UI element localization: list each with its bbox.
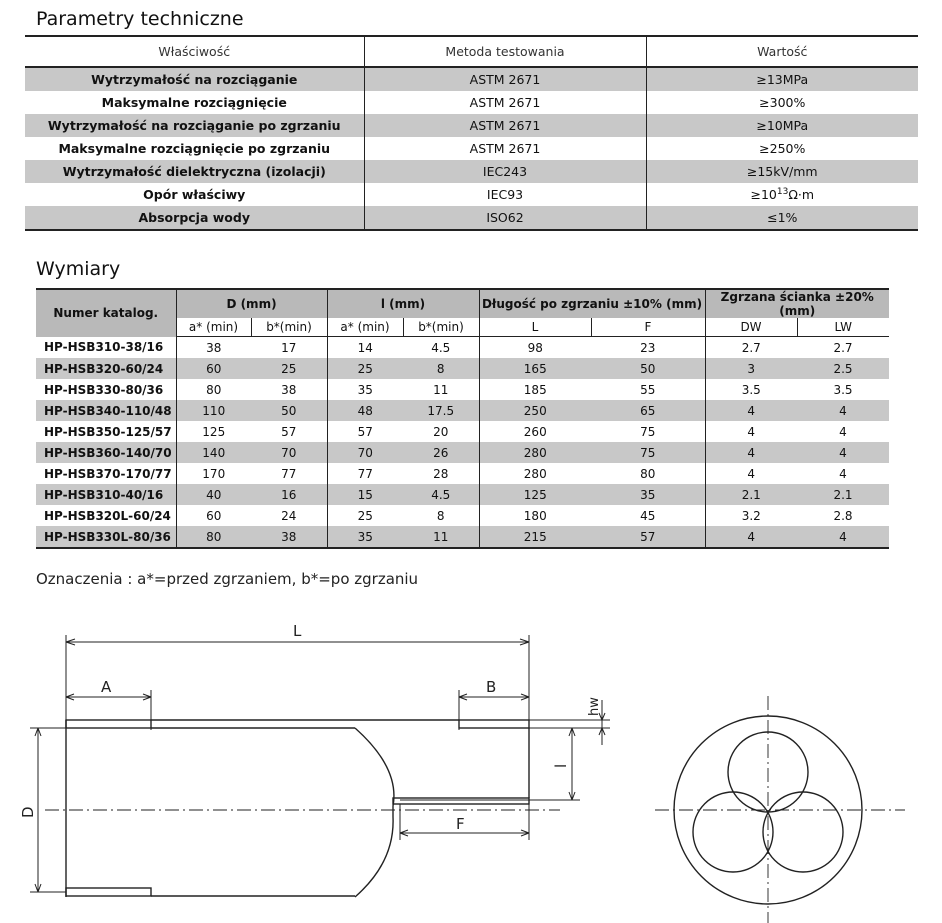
label-A: A bbox=[101, 678, 112, 696]
prop-cell: Absorpcja wody bbox=[25, 206, 364, 230]
end-cap-band bbox=[459, 720, 529, 728]
table-row bbox=[25, 67, 918, 91]
prop-cell: Maksymalne rozciągnięcie bbox=[25, 91, 364, 114]
shoulder-curve-lower bbox=[355, 817, 393, 897]
col-header-value: Wartość bbox=[646, 36, 918, 67]
catalog-cell: HP-HSB370-170/77 bbox=[36, 463, 176, 484]
value-cell: 125 bbox=[202, 424, 226, 439]
sub-header: b*(min) bbox=[403, 318, 479, 337]
value-cell: 110 bbox=[176, 400, 251, 421]
value-cell: 2.7 bbox=[833, 340, 853, 355]
sub-header: b*(min) bbox=[251, 318, 327, 337]
value-cell: 3.5 bbox=[741, 382, 761, 397]
value-cell: 35 bbox=[357, 382, 373, 397]
value-cell: 3 bbox=[705, 358, 797, 379]
label-L: L bbox=[293, 622, 302, 640]
value-cell: ≤1% bbox=[646, 206, 918, 230]
value-cell: 4 bbox=[705, 400, 797, 421]
value-cell: 38 bbox=[251, 526, 327, 548]
value-cell: 20 bbox=[403, 421, 479, 442]
value-cell: 57 bbox=[251, 421, 327, 442]
value-cell: 180 bbox=[523, 508, 547, 523]
prop-cell: Wytrzymałość na rozciąganie bbox=[25, 67, 364, 91]
value-cell: 165 bbox=[479, 358, 591, 379]
value-cell: 38 bbox=[206, 340, 222, 355]
value-cell: 140 bbox=[176, 442, 251, 463]
value-cell: 260 bbox=[523, 424, 547, 439]
value-cell: 38 bbox=[251, 379, 327, 400]
value-cell: ≥10MPa bbox=[646, 114, 918, 137]
value-cell: 80 bbox=[591, 463, 705, 484]
table-row bbox=[36, 358, 889, 379]
catalog-cell: HP-HSB350-125/57 bbox=[36, 421, 176, 442]
value-cell: 75 bbox=[591, 442, 705, 463]
value-cell: 25 bbox=[327, 358, 403, 379]
table-row bbox=[25, 206, 918, 230]
value-cell: 77 bbox=[251, 463, 327, 484]
value-cell: 45 bbox=[591, 505, 705, 526]
value-cell: 4 bbox=[705, 526, 797, 548]
value-cell: 65 bbox=[591, 400, 705, 421]
value-cell: 77 bbox=[357, 466, 373, 481]
value-cell: 4.5 bbox=[403, 484, 479, 505]
value-cell: 8 bbox=[403, 505, 479, 526]
value-cell: 50 bbox=[251, 400, 327, 421]
method-cell: ISO62 bbox=[364, 206, 646, 230]
value-cell: 280 bbox=[479, 442, 591, 463]
value-cell: 57 bbox=[357, 424, 373, 439]
table-row bbox=[36, 484, 889, 505]
sub-header: a* (min) bbox=[176, 318, 251, 337]
dims-header-row bbox=[36, 289, 889, 318]
method-cell: ASTM 2671 bbox=[364, 91, 646, 114]
end-cap-band bbox=[66, 888, 151, 896]
col-group-l: l (mm) bbox=[327, 289, 479, 318]
table-row bbox=[36, 337, 889, 359]
shoulder-curve bbox=[355, 728, 394, 817]
table-row bbox=[36, 379, 889, 400]
value-cell: 11 bbox=[403, 526, 479, 548]
value-cell: 280 bbox=[523, 466, 547, 481]
end-view-branch-circle bbox=[763, 792, 843, 872]
value-cell: 2.8 bbox=[833, 508, 853, 523]
col-header-catalog: Numer katalog. bbox=[36, 289, 176, 337]
table-row bbox=[36, 505, 889, 526]
label-F: F bbox=[456, 815, 465, 833]
sub-header: F bbox=[591, 318, 705, 337]
value-cell: 48 bbox=[327, 400, 403, 421]
value-cell: 4 bbox=[797, 526, 889, 548]
value-cell: 4 bbox=[705, 442, 797, 463]
sub-header: DW bbox=[705, 318, 797, 337]
value-cell: 80 bbox=[206, 382, 222, 397]
table-row bbox=[36, 400, 889, 421]
value-cell: 8 bbox=[403, 358, 479, 379]
value-cell: 2.1 bbox=[797, 484, 889, 505]
sub-header: L bbox=[479, 318, 591, 337]
method-cell: IEC93 bbox=[364, 183, 646, 206]
catalog-cell: HP-HSB320L-60/24 bbox=[36, 505, 176, 526]
value-cell: 98 bbox=[527, 340, 543, 355]
table-row bbox=[36, 442, 889, 463]
prop-cell: Opór właściwy bbox=[25, 183, 364, 206]
value-cell: 60 bbox=[176, 358, 251, 379]
label-D: D bbox=[19, 806, 37, 818]
dims-section-title: Wymiary bbox=[36, 258, 121, 280]
value-cell: 4 bbox=[797, 442, 889, 463]
value-cell: 3.2 bbox=[741, 508, 761, 523]
catalog-cell: HP-HSB330L-80/36 bbox=[36, 526, 176, 548]
value-cell: 25 bbox=[357, 508, 373, 523]
end-cap-band bbox=[66, 720, 151, 728]
method-cell: ASTM 2671 bbox=[364, 114, 646, 137]
value-cell: 4 bbox=[839, 466, 847, 481]
legend-note: Oznaczenia : a*=przed zgrzaniem, b*=po zgrzaniu bbox=[36, 570, 419, 588]
col-header-property: Właściwość bbox=[25, 36, 364, 67]
value-cell: ≥15kV/mm bbox=[646, 160, 918, 183]
catalog-cell: HP-HSB360-140/70 bbox=[36, 442, 176, 463]
value-cell bbox=[646, 183, 918, 206]
table-row bbox=[36, 421, 889, 442]
value-cell: 35 bbox=[591, 484, 705, 505]
sub-header: LW bbox=[797, 318, 889, 337]
value-cell: 4 bbox=[747, 424, 756, 439]
value-cell: 57 bbox=[591, 526, 705, 548]
tech-header-row bbox=[25, 36, 918, 67]
value-cell: 55 bbox=[591, 379, 705, 400]
value-unit: Ω·m bbox=[788, 187, 815, 203]
value-base: ≥10 bbox=[750, 187, 777, 203]
col-group-length: Długość po zgrzaniu ±10% (mm) bbox=[479, 289, 705, 318]
value-cell: 185 bbox=[523, 382, 547, 397]
table-row bbox=[25, 183, 918, 206]
table-row bbox=[25, 114, 918, 137]
table-row bbox=[36, 463, 889, 484]
table-row bbox=[36, 526, 889, 548]
value-cell: 4 bbox=[797, 400, 889, 421]
value-cell: 4.5 bbox=[403, 337, 479, 359]
tech-section-title: Parametry techniczne bbox=[36, 8, 244, 30]
value-cell: 16 bbox=[251, 484, 327, 505]
catalog-cell: HP-HSB320-60/24 bbox=[36, 358, 176, 379]
value-cell: 250 bbox=[479, 400, 591, 421]
value-cell: 14 bbox=[357, 340, 373, 355]
value-cell: ≥250% bbox=[759, 141, 806, 156]
value-cell: 50 bbox=[591, 358, 705, 379]
value-cell: 75 bbox=[591, 421, 705, 442]
branch-stub bbox=[393, 798, 529, 804]
value-cell: 26 bbox=[403, 442, 479, 463]
value-cell: 215 bbox=[479, 526, 591, 548]
method-cell: IEC243 bbox=[364, 160, 646, 183]
end-view-branch-circle bbox=[693, 792, 773, 872]
catalog-cell: HP-HSB310-38/16 bbox=[36, 337, 176, 359]
value-cell: 23 bbox=[591, 337, 705, 359]
value-cell: 17.5 bbox=[403, 400, 479, 421]
prop-cell: Wytrzymałość na rozciąganie po zgrzaniu bbox=[25, 114, 364, 137]
table-row bbox=[25, 137, 918, 160]
value-cell: 40 bbox=[176, 484, 251, 505]
tech-params-table bbox=[25, 35, 918, 231]
table-row bbox=[25, 91, 918, 114]
value-cell: 70 bbox=[251, 442, 327, 463]
value-cell: 2.1 bbox=[705, 484, 797, 505]
catalog-cell: HP-HSB310-40/16 bbox=[36, 484, 176, 505]
value-cell: 11 bbox=[403, 379, 479, 400]
value-cell: 4 bbox=[747, 466, 756, 481]
label-B: B bbox=[486, 678, 497, 696]
catalog-cell: HP-HSB330-80/36 bbox=[36, 379, 176, 400]
value-exponent: 13 bbox=[776, 186, 789, 197]
label-hw: hw bbox=[587, 697, 602, 716]
col-group-wall: Zgrzana ścianka ±20% (mm) bbox=[705, 289, 889, 318]
catalog-cell: HP-HSB340-110/48 bbox=[36, 400, 176, 421]
value-cell: 15 bbox=[327, 484, 403, 505]
value-cell: 25 bbox=[251, 358, 327, 379]
value-cell: 70 bbox=[327, 442, 403, 463]
value-cell: 17 bbox=[251, 337, 327, 359]
value-cell: 24 bbox=[251, 505, 327, 526]
sub-header: a* (min) bbox=[327, 318, 403, 337]
value-cell: 35 bbox=[327, 526, 403, 548]
value-cell: 170 bbox=[202, 466, 226, 481]
prop-cell: Maksymalne rozciągnięcie po zgrzaniu bbox=[25, 137, 364, 160]
table-row bbox=[25, 160, 918, 183]
dimensions-table bbox=[36, 288, 889, 549]
value-cell: 4 bbox=[839, 424, 847, 439]
value-cell: 28 bbox=[403, 463, 479, 484]
col-group-d: D (mm) bbox=[176, 289, 327, 318]
value-cell: 60 bbox=[206, 508, 222, 523]
method-cell: ASTM 2671 bbox=[364, 137, 646, 160]
value-cell: 80 bbox=[176, 526, 251, 548]
col-header-method: Metoda testowania bbox=[364, 36, 646, 67]
method-cell: ASTM 2671 bbox=[364, 67, 646, 91]
value-cell: ≥13MPa bbox=[646, 67, 918, 91]
value-cell: 2.5 bbox=[797, 358, 889, 379]
value-cell: 125 bbox=[479, 484, 591, 505]
value-cell: 2.7 bbox=[741, 340, 761, 355]
value-cell: 3.5 bbox=[833, 382, 853, 397]
technical-drawing bbox=[0, 600, 942, 923]
value-cell: ≥300% bbox=[759, 95, 806, 110]
prop-cell: Wytrzymałość dielektryczna (izolacji) bbox=[25, 160, 364, 183]
label-l: l bbox=[552, 763, 570, 768]
